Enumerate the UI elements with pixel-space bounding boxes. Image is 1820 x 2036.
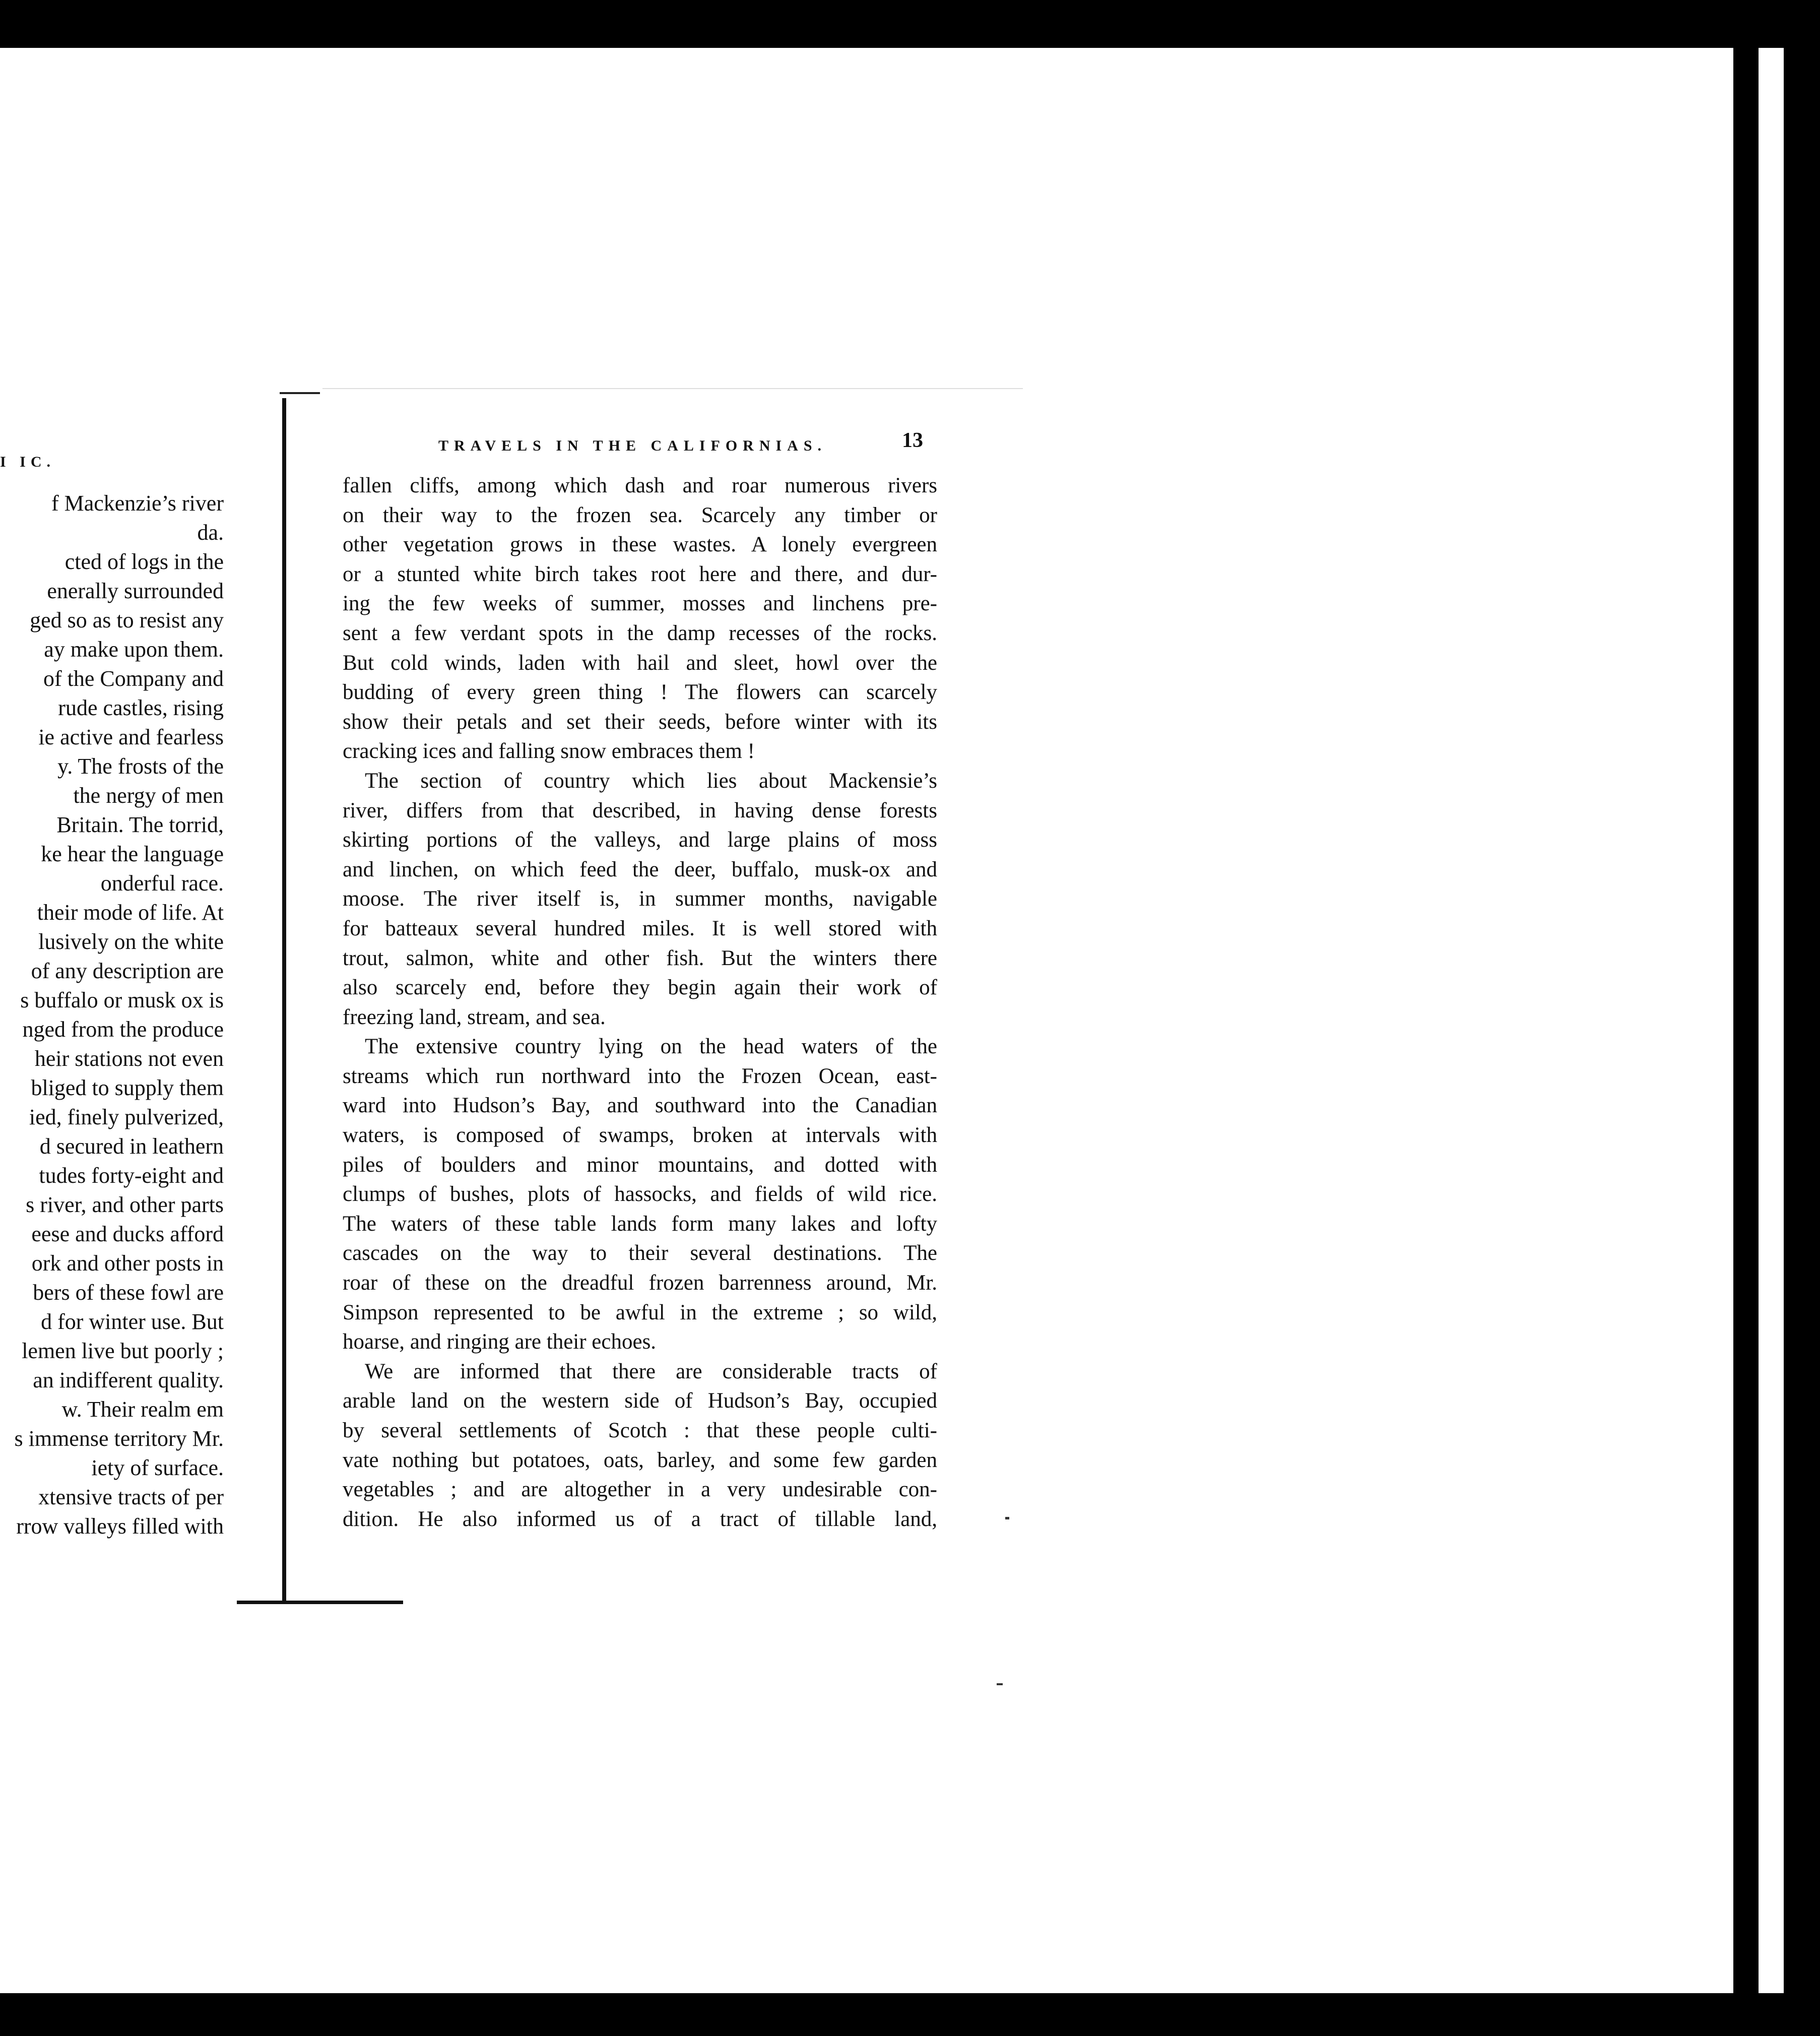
- text-line: freezing land, stream, and sea.: [343, 1005, 606, 1029]
- text-line: river, differs from that described, in having dense forests: [343, 798, 937, 822]
- facing-page-line: iety of surface.: [91, 1455, 224, 1480]
- facing-page-line: ie active and fearless: [38, 725, 224, 749]
- facing-page-line: rrow valleys filled with: [16, 1514, 224, 1539]
- page-number: 13: [902, 429, 923, 452]
- text-line: waters, is composed of swamps, broken at intervals with: [343, 1123, 937, 1148]
- facing-page-running-head: I IC.: [0, 454, 56, 470]
- facing-page-line: an indifferent quality.: [33, 1368, 224, 1392]
- facing-page-line: Britain. The torrid,: [56, 812, 224, 837]
- main-page: [333, 423, 947, 1531]
- ink-speck: [1005, 1517, 1009, 1519]
- text-line: ing the few weeks of summer, mosses and linchens pre-: [343, 592, 937, 616]
- text-line: roar of these on the dreadful frozen barrenness around, Mr.: [343, 1271, 937, 1295]
- text-line: clumps of bushes, plots of hassocks, and fields of wild rice.: [343, 1182, 937, 1206]
- facing-page-line: ay make upon them.: [44, 637, 224, 662]
- facing-page-line: lusively on the white: [38, 929, 224, 954]
- facing-page-line: s buffalo or musk ox is: [20, 988, 224, 1012]
- text-line: arable land on the western side of Hudson’s Bay, occupied: [343, 1389, 937, 1413]
- facing-page-line: lemen live but poorly ;: [22, 1339, 224, 1363]
- text-line: and linchen, on which feed the deer, buffalo, musk-ox and: [343, 857, 937, 881]
- facing-page-line: s river, and other parts: [26, 1192, 224, 1217]
- text-line: on their way to the frozen sea. Scarcely any timber or: [343, 503, 937, 527]
- text-line: But cold winds, laden with hail and sleet, howl over the: [343, 651, 937, 675]
- facing-page-line: y. The frosts of the: [57, 754, 224, 779]
- running-title: TRAVELS IN THE CALIFORNIAS.: [438, 437, 827, 454]
- facing-page-line: xtensive tracts of per: [38, 1485, 224, 1509]
- facing-page-line: tudes forty-eight and: [39, 1163, 224, 1188]
- facing-page-text: [15, 489, 224, 1541]
- facing-page-line: the nergy of men: [73, 783, 224, 808]
- facing-page-line: onderful race.: [100, 871, 224, 896]
- gutter-top-mark: [280, 392, 320, 394]
- page-edge-strip: [1759, 48, 1784, 1993]
- text-line: fallen cliffs, among which dash and roar numerous rivers: [343, 474, 937, 497]
- facing-page-line: s immense territory Mr.: [14, 1426, 224, 1451]
- text-line: dition. He also informed us of a tract of tillable land,: [343, 1507, 937, 1531]
- facing-page-fragment: [0, 449, 242, 1608]
- text-line: We are informed that there are considerable tracts of: [365, 1359, 937, 1383]
- text-line: or a stunted white birch takes root here and there, and dur-: [343, 562, 937, 586]
- facing-page-line: f Mackenzie’s river: [51, 491, 224, 516]
- facing-page-line: d secured in leathern: [39, 1134, 224, 1159]
- text-line: skirting portions of the valleys, and large plains of moss: [343, 828, 937, 852]
- text-line: vegetables ; and are altogether in a very undesirable con-: [343, 1478, 937, 1502]
- text-line: cascades on the way to their several destinations. The: [343, 1241, 937, 1265]
- text-line: vate nothing but potatoes, oats, barley, and some few garden: [343, 1448, 937, 1472]
- facing-page-line: of the Company and: [43, 666, 224, 691]
- top-rule: [322, 388, 1023, 389]
- text-line: ward into Hudson’s Bay, and southward into the Canadian: [343, 1094, 937, 1118]
- facing-page-line: rude castles, rising: [58, 695, 224, 720]
- facing-page-line: d for winter use. But: [41, 1309, 224, 1334]
- text-line: piles of boulders and minor mountains, and dotted with: [343, 1153, 937, 1177]
- facing-page-line: heir stations not even: [34, 1046, 224, 1071]
- text-line: trout, salmon, white and other fish. But the winters there: [343, 946, 937, 970]
- facing-page-line: ged so as to resist any: [30, 608, 224, 632]
- gutter-base-rule: [237, 1601, 403, 1604]
- text-line: show their petals and set their seeds, before winter with its: [343, 710, 937, 734]
- body-text: [343, 471, 937, 1534]
- ink-speck: [997, 1683, 1003, 1685]
- text-line: moose. The river itself is, in summer months, navigable: [343, 887, 937, 911]
- facing-page-line: nged from the produce: [22, 1017, 224, 1042]
- text-line: hoarse, and ringing are their echoes.: [343, 1330, 657, 1354]
- text-line: The section of country which lies about Mackensie’s: [365, 769, 937, 793]
- text-line: for batteaux several hundred miles. It is well stored with: [343, 916, 937, 940]
- facing-page-line: bers of these fowl are: [33, 1280, 224, 1305]
- text-line: also scarcely end, before they begin again their work of: [343, 976, 937, 1000]
- gutter-line: [282, 398, 286, 1603]
- facing-page-line: ork and other posts in: [31, 1251, 224, 1276]
- text-line: The extensive country lying on the head waters of the: [365, 1035, 937, 1059]
- text-line: by several settlements of Scotch : that these people culti-: [343, 1419, 937, 1442]
- text-line: budding of every green thing ! The flowers can scarcely: [343, 680, 937, 705]
- text-line: cracking ices and falling snow embraces them !: [343, 739, 755, 764]
- text-line: Simpson represented to be awful in the extreme ; so wild,: [343, 1300, 937, 1324]
- facing-page-line: bliged to supply them: [31, 1075, 224, 1100]
- facing-page-line: of any description are: [31, 959, 224, 983]
- text-line: streams which run northward into the Frozen Ocean, east-: [343, 1064, 937, 1088]
- facing-page-line: w. Their realm em: [61, 1397, 224, 1422]
- facing-page-line: eese and ducks afford: [31, 1222, 224, 1246]
- facing-page-line: enerally surrounded: [47, 579, 224, 603]
- text-line: The waters of these table lands form many lakes and lofty: [343, 1212, 937, 1236]
- text-line: sent a few verdant spots in the damp recesses of the rocks.: [343, 621, 937, 645]
- facing-page-line: ied, finely pulverized,: [29, 1105, 224, 1129]
- running-head: [333, 423, 947, 459]
- facing-page-line: ke hear the language: [41, 842, 224, 866]
- text-line: other vegetation grows in these wastes. A lonely evergreen: [343, 533, 937, 557]
- facing-page-line: da.: [197, 520, 224, 545]
- facing-page-line: cted of logs in the: [64, 549, 224, 574]
- facing-page-line: their mode of life. At: [37, 900, 224, 925]
